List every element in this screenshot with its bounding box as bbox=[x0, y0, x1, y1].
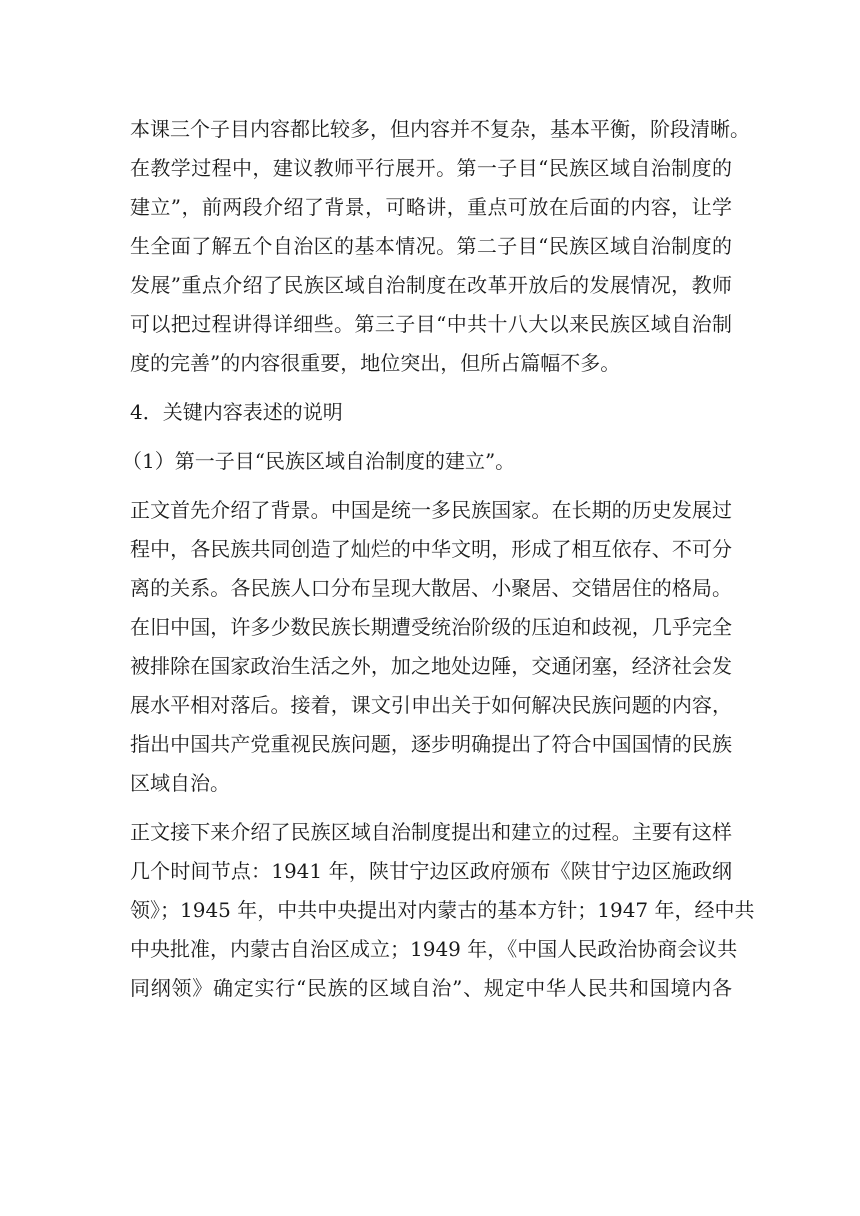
text-line: 程中，各民族共同创造了灿烂的中华文明，形成了相互依存、不可分 bbox=[130, 537, 732, 561]
text-line: 被排除在国家政治生活之外，加之地处边陲，交通闭塞，经济社会发 bbox=[130, 654, 732, 678]
text-line: 在教学过程中，建议教师平行展开。第一子目“民族区域自治制度的 bbox=[130, 156, 732, 180]
text-line: 正文接下来介绍了民族区域自治制度提出和建立的过程。主要有这样 bbox=[130, 820, 732, 844]
text-line: 展水平相对落后。接着，课文引申出关于如何解决民族问题的内容， bbox=[130, 693, 732, 717]
text-line: 可以把过程讲得详细些。第三子目“中共十八大以来民族区域自治制 bbox=[130, 312, 732, 336]
text-line: 指出中国共产党重视民族问题，逐步明确提出了符合中国国情的民族 bbox=[130, 732, 732, 756]
text-line: 建立”，前两段介绍了背景，可略讲，重点可放在后面的内容，让学 bbox=[130, 195, 732, 219]
text-line: 度的完善”的内容很重要，地位突出，但所占篇幅不多。 bbox=[130, 351, 621, 375]
text-line: 同纲领》确定实行“民族的区域自治”、规定中华人民共和国境内各 bbox=[130, 976, 732, 1000]
text-line: 区域自治。 bbox=[130, 771, 230, 795]
text-line: 离的关系。各民族人口分布呈现大散居、小聚居、交错居住的格局。 bbox=[130, 576, 732, 600]
text-line: 在旧中国，许多少数民族长期遭受统治阶级的压迫和歧视，几乎完全 bbox=[130, 615, 732, 639]
paragraph-background bbox=[130, 491, 732, 803]
text-line: 发展”重点介绍了民族区域自治制度在改革开放后的发展情况，教师 bbox=[130, 273, 732, 297]
section-heading: 4．关键内容表述的说明 bbox=[130, 400, 343, 424]
subsection-heading: （1）第一子目“民族区域自治制度的建立”。 bbox=[122, 449, 516, 473]
text-line: 领》；1945 年，中共中央提出对内蒙古的基本方针；1947 年，经中共 bbox=[130, 898, 755, 922]
text-line: 生全面了解五个自治区的基本情况。第二子目“民族区域自治制度的 bbox=[130, 234, 732, 258]
paragraph-timeline bbox=[130, 813, 755, 1008]
text-line: 几个时间节点：1941 年，陕甘宁边区政府颁布《陕甘宁边区施政纲 bbox=[130, 859, 732, 883]
paragraph-overview bbox=[130, 110, 750, 383]
text-line: 本课三个子目内容都比较多，但内容并不复杂，基本平衡，阶段清晰。 bbox=[130, 117, 750, 141]
text-line: 中央批准，内蒙古自治区成立；1949 年，《中国人民政治协商会议共 bbox=[130, 937, 738, 961]
document-page bbox=[122, 110, 755, 1008]
text-line: 正文首先介绍了背景。中国是统一多民族国家。在长期的历史发展过 bbox=[130, 498, 732, 522]
